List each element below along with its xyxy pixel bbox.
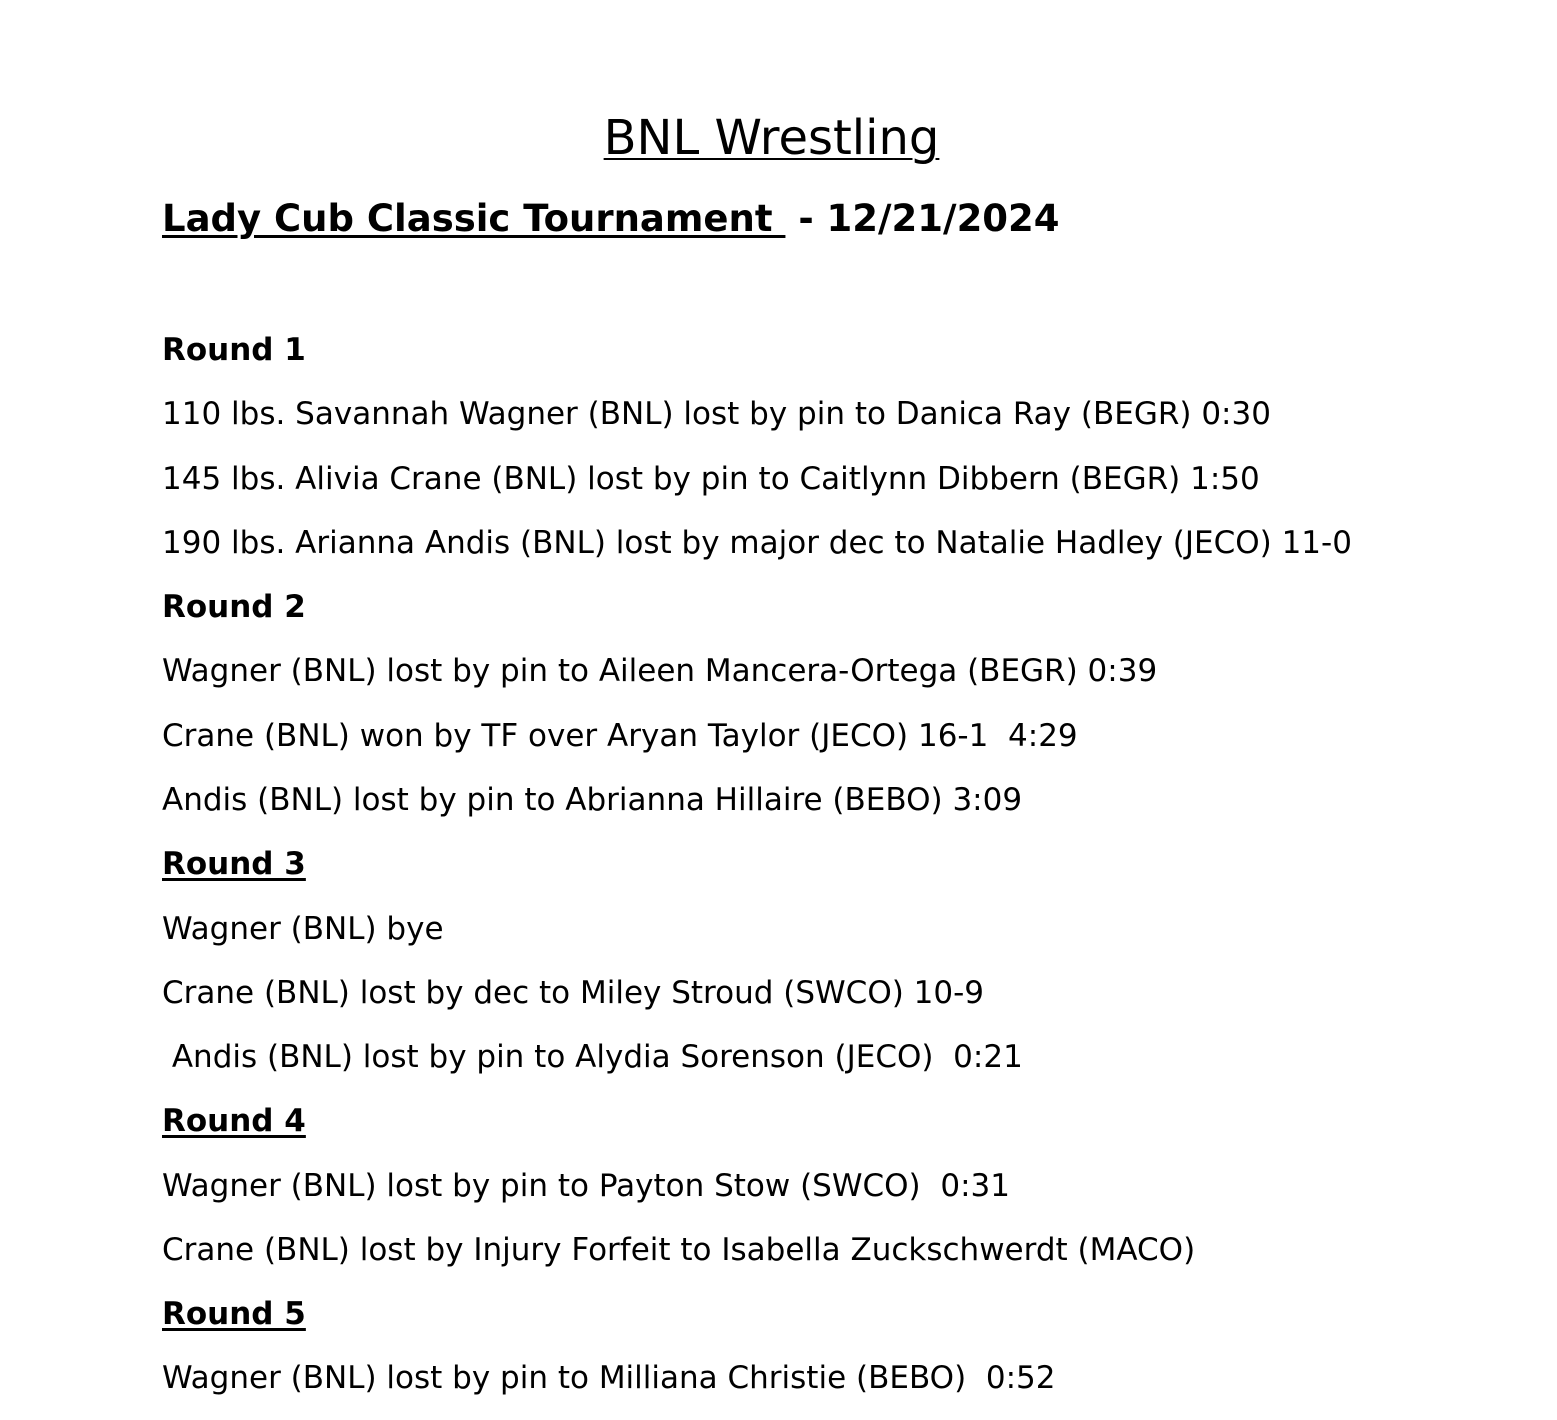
round-heading: Round 5 <box>162 1296 306 1332</box>
round-heading: Round 1 <box>162 332 306 368</box>
round-heading: Round 2 <box>162 589 306 625</box>
match-result: 110 lbs. Savannah Wagner (BNL) lost by pin to Danica Ray (BEGR) 0:30 <box>162 396 1271 432</box>
match-result: Crane (BNL) lost by dec to Miley Stroud (SWCO) 10-9 <box>162 975 985 1011</box>
tournament-name: Lady Cub Classic Tournament <box>162 197 786 240</box>
match-result: Wagner (BNL) lost by pin to Milliana Christie (BEBO) 0:52 <box>162 1360 1056 1396</box>
match-result: 145 lbs. Alivia Crane (BNL) lost by pin to Caitlynn Dibbern (BEGR) 1:50 <box>162 461 1260 497</box>
round-heading: Round 4 <box>162 1103 306 1139</box>
match-result: Wagner (BNL) bye <box>162 911 444 947</box>
match-result: 190 lbs. Arianna Andis (BNL) lost by major dec to Natalie Hadley (JECO) 11-0 <box>162 525 1352 561</box>
match-result: Wagner (BNL) lost by pin to Aileen Mancera-Ortega (BEGR) 0:39 <box>162 653 1158 689</box>
match-result: Andis (BNL) lost by pin to Alydia Sorenson (JECO) 0:21 <box>162 1039 1023 1075</box>
match-result: Wagner (BNL) lost by pin to Payton Stow (SWCO) 0:31 <box>162 1168 1010 1204</box>
tournament-date: - 12/21/2024 <box>785 197 1060 240</box>
document-title <box>0 108 1557 168</box>
match-result: Crane (BNL) lost by Injury Forfeit to Isabella Zuckschwerdt (MACO) <box>162 1232 1196 1268</box>
round-heading: Round 3 <box>162 846 306 882</box>
tournament-heading <box>162 196 1060 242</box>
match-result: Andis (BNL) lost by pin to Abrianna Hillaire (BEBO) 3:09 <box>162 782 1023 818</box>
match-result: Crane (BNL) won by TF over Aryan Taylor (JECO) 16-1 4:29 <box>162 718 1078 754</box>
document-title-text: BNL Wrestling <box>603 110 940 166</box>
